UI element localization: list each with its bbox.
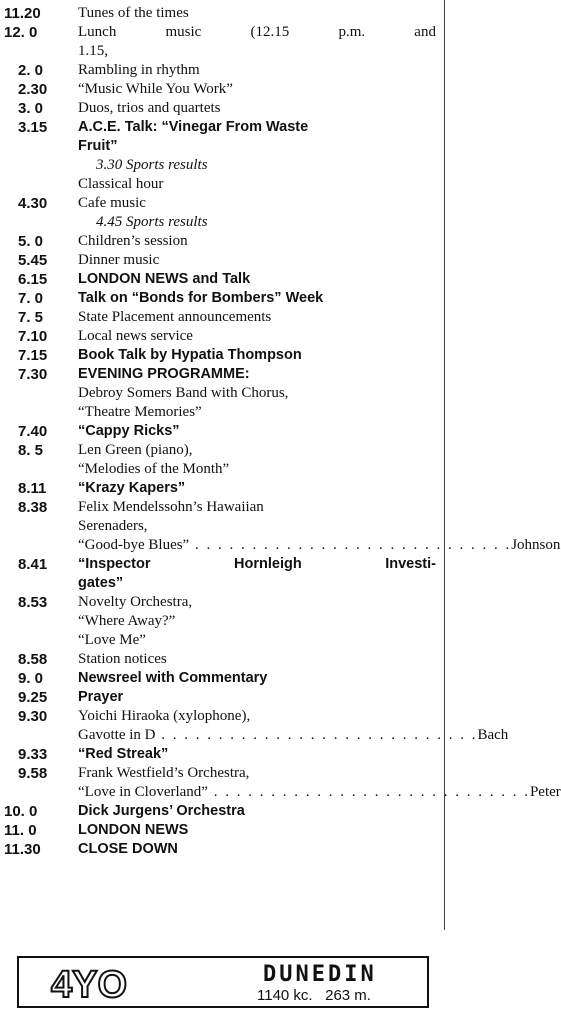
programme-body [78,707,508,745]
programme-body [78,441,436,479]
programme-line: Station notices [78,651,167,667]
programme-body [78,99,436,118]
programme-body [78,669,436,688]
programme-line: Fruit” [78,138,118,154]
programme-time: 7. 0 [18,290,44,307]
station-callsign-logo [49,964,179,1006]
programme-time: 8.38 [18,499,48,516]
programme-line: Local news service [78,328,193,344]
programme-line-text: Gavotte in D [78,727,156,743]
programme-entry [4,555,436,593]
programme-entry [4,707,509,745]
programme-line: Classical hour [78,176,164,192]
programme-entry [4,289,436,308]
programme-line [78,726,508,745]
programme-entry [4,327,436,346]
programme-entry [4,802,436,821]
programme-body [78,479,436,498]
programme-time: 7. 5 [18,309,44,326]
programme-body [78,289,436,308]
programme-entry [4,232,436,251]
programme-entry [4,308,436,327]
programme-body [78,422,436,441]
programme-line: “Krazy Kapers” [78,480,186,496]
programme-line: Prayer [78,689,124,705]
programme-time: 8.41 [18,556,48,573]
programme-line: “Where Away?” [78,613,176,629]
programme-entry [4,764,561,802]
programme-entry [4,365,436,422]
programme-time: 12. 0 [4,24,38,41]
programme-entry [4,441,436,479]
programme-line: Felix Mendelssohn’s Hawaiian [78,499,264,515]
programme-time: 2.30 [18,81,48,98]
programme-composer: Bach [477,727,509,743]
station-frequency [257,987,371,1004]
programme-line: “Music While You Work” [78,81,233,97]
programme-time: 8.53 [18,594,48,611]
programme-line: Dinner music [78,252,160,268]
programme-line: LONDON NEWS and Talk [78,271,251,287]
programme-time: 5.45 [18,252,48,269]
programme-line: State Placement announcements [78,309,272,325]
programme-time: 9. 0 [18,670,44,687]
programme-time: 9.33 [18,746,48,763]
programme-word: Lunch [78,24,117,40]
programme-line: Len Green (piano), [78,442,193,458]
programme-line [78,23,436,42]
programme-time: 8.11 [18,480,47,497]
programme-line: 1.15, [78,43,108,59]
programme-body [78,327,436,346]
programme-line: “Theatre Memories” [78,404,202,420]
programme-entry [4,498,561,555]
dot-leader: . . . . . . . . . . . . . . . . . . . . . . . . . . . . [155,727,478,743]
programme-entry [4,61,436,80]
programme-entry [4,4,436,23]
programme-time: 2. 0 [18,62,44,79]
programme-entry [4,650,436,669]
programme-line: “Red Streak” [78,746,169,762]
programme-time: 7.40 [18,423,48,440]
programme-time: 3.15 [18,119,48,136]
programme-time: 5. 0 [18,233,44,250]
programme-line-text: “Love in Cloverland” [78,784,208,800]
programme-time: 4.30 [18,195,48,212]
programme-line: Frank Westfield’s Orchestra, [78,765,250,781]
programme-body [78,821,436,840]
programme-word: Hornleigh [234,556,302,572]
programme-entry [4,99,436,118]
programme-line: Novelty Orchestra, [78,594,193,610]
programme-body [78,688,436,707]
programme-entry [4,669,436,688]
programme-body [78,555,436,593]
programme-line: Newsreel with Commentary [78,670,268,686]
programme-body [78,23,436,61]
programme-time: 7.15 [18,347,48,364]
programme-body [78,745,436,764]
programme-line: EVENING PROGRAMME: [78,366,250,382]
programme-line: LONDON NEWS [78,822,189,838]
programme-composer: Peter [529,784,561,800]
programme-line [78,536,560,555]
programme-body [78,4,436,23]
programme-line: “Love Me” [78,632,146,648]
programme-entry [4,80,436,99]
programme-entry [4,270,436,289]
programme-line [78,783,561,802]
programme-word: p.m. [338,24,366,40]
programme-entry [4,346,436,365]
programme-entry [4,821,436,840]
programme-entry [4,118,436,194]
programme-line-text: “Good-bye Blues” [78,537,190,553]
programme-time: 10. 0 [4,803,38,820]
programme-body [78,498,560,555]
programme-word: “Inspector [78,556,151,572]
programme-body [78,232,436,251]
programme-line: 3.30 Sports results [96,157,208,173]
programme-time: 9.58 [18,765,48,782]
programme-time: 8.58 [18,651,48,668]
programme-body [78,346,436,365]
programme-line: Talk on “Bonds for Bombers” Week [78,290,324,306]
programme-time: 8. 5 [18,442,44,459]
programme-entry [4,422,436,441]
programme-time: 11. 0 [4,822,37,839]
programme-line: “Cappy Ricks” [78,423,180,439]
programme-time: 7.30 [18,366,48,383]
frequency-value: 1140 kc. [257,987,313,1004]
programme-line: Yoichi Hiraoka (xylophone), [78,708,251,724]
programme-line: Dick Jurgens’ Orchestra [78,803,245,819]
programme-body [78,764,561,802]
programme-time: 3. 0 [18,100,44,117]
wavelength-value: 263 m. [325,987,371,1004]
programme-body [78,61,436,80]
programme-body [78,840,436,859]
programme-line: Book Talk by Hypatia Thompson [78,347,302,363]
dot-leader: . . . . . . . . . . . . . . . . . . . . . . . . . . . . [189,537,512,553]
programme-entry [4,840,436,859]
programme-body [78,251,436,270]
programme-time: 11.30 [4,841,41,858]
programme-entry [4,745,436,764]
programme-line: 4.45 Sports results [96,214,208,230]
programme-time: 7.10 [18,328,48,345]
programme-composer: Johnson [511,537,561,553]
programme-body [78,308,436,327]
programme-entry [4,688,436,707]
programme-body [78,270,436,289]
programme-line: A.C.E. Talk: “Vinegar From Waste [78,119,309,135]
programme-line: “Melodies of the Month” [78,461,230,477]
programme-entry [4,194,436,232]
programme-entry [4,479,436,498]
programme-body [78,593,436,650]
programme-entry [4,251,436,270]
programme-line: CLOSE DOWN [78,841,178,857]
programme-time: 11.20 [4,5,41,22]
programme-word: (12.15 [250,24,290,40]
programme-listing [4,4,561,859]
programme-body [78,802,436,821]
programme-line: Cafe music [78,195,146,211]
callsign-text: 4YO [51,964,128,1006]
programme-body [78,365,436,422]
programme-line: Duos, trios and quartets [78,100,221,116]
station-city: DUNEDIN [263,962,377,987]
programme-line: Debroy Somers Band with Chorus, [78,385,289,401]
station-box [17,956,429,1008]
programme-word: music [165,24,202,40]
programme-line: Rambling in rhythm [78,62,200,78]
programme-line [78,555,436,574]
programme-entry [4,23,436,61]
programme-line: Serenaders, [78,518,148,534]
programme-line: Tunes of the times [78,5,189,21]
programme-body [78,650,436,669]
programme-body [78,194,436,232]
programme-entry [4,593,436,650]
programme-time: 6.15 [18,271,48,288]
programme-word: Investi- [385,556,436,572]
programme-line: Children’s session [78,233,188,249]
dot-leader: . . . . . . . . . . . . . . . . . . . . . . . . . . . . [207,784,530,800]
programme-body [78,80,436,99]
programme-time: 9.30 [18,708,48,725]
programme-time: 9.25 [18,689,48,706]
programme-word: and [414,24,436,40]
programme-body [78,118,436,194]
programme-line: gates” [78,575,124,591]
